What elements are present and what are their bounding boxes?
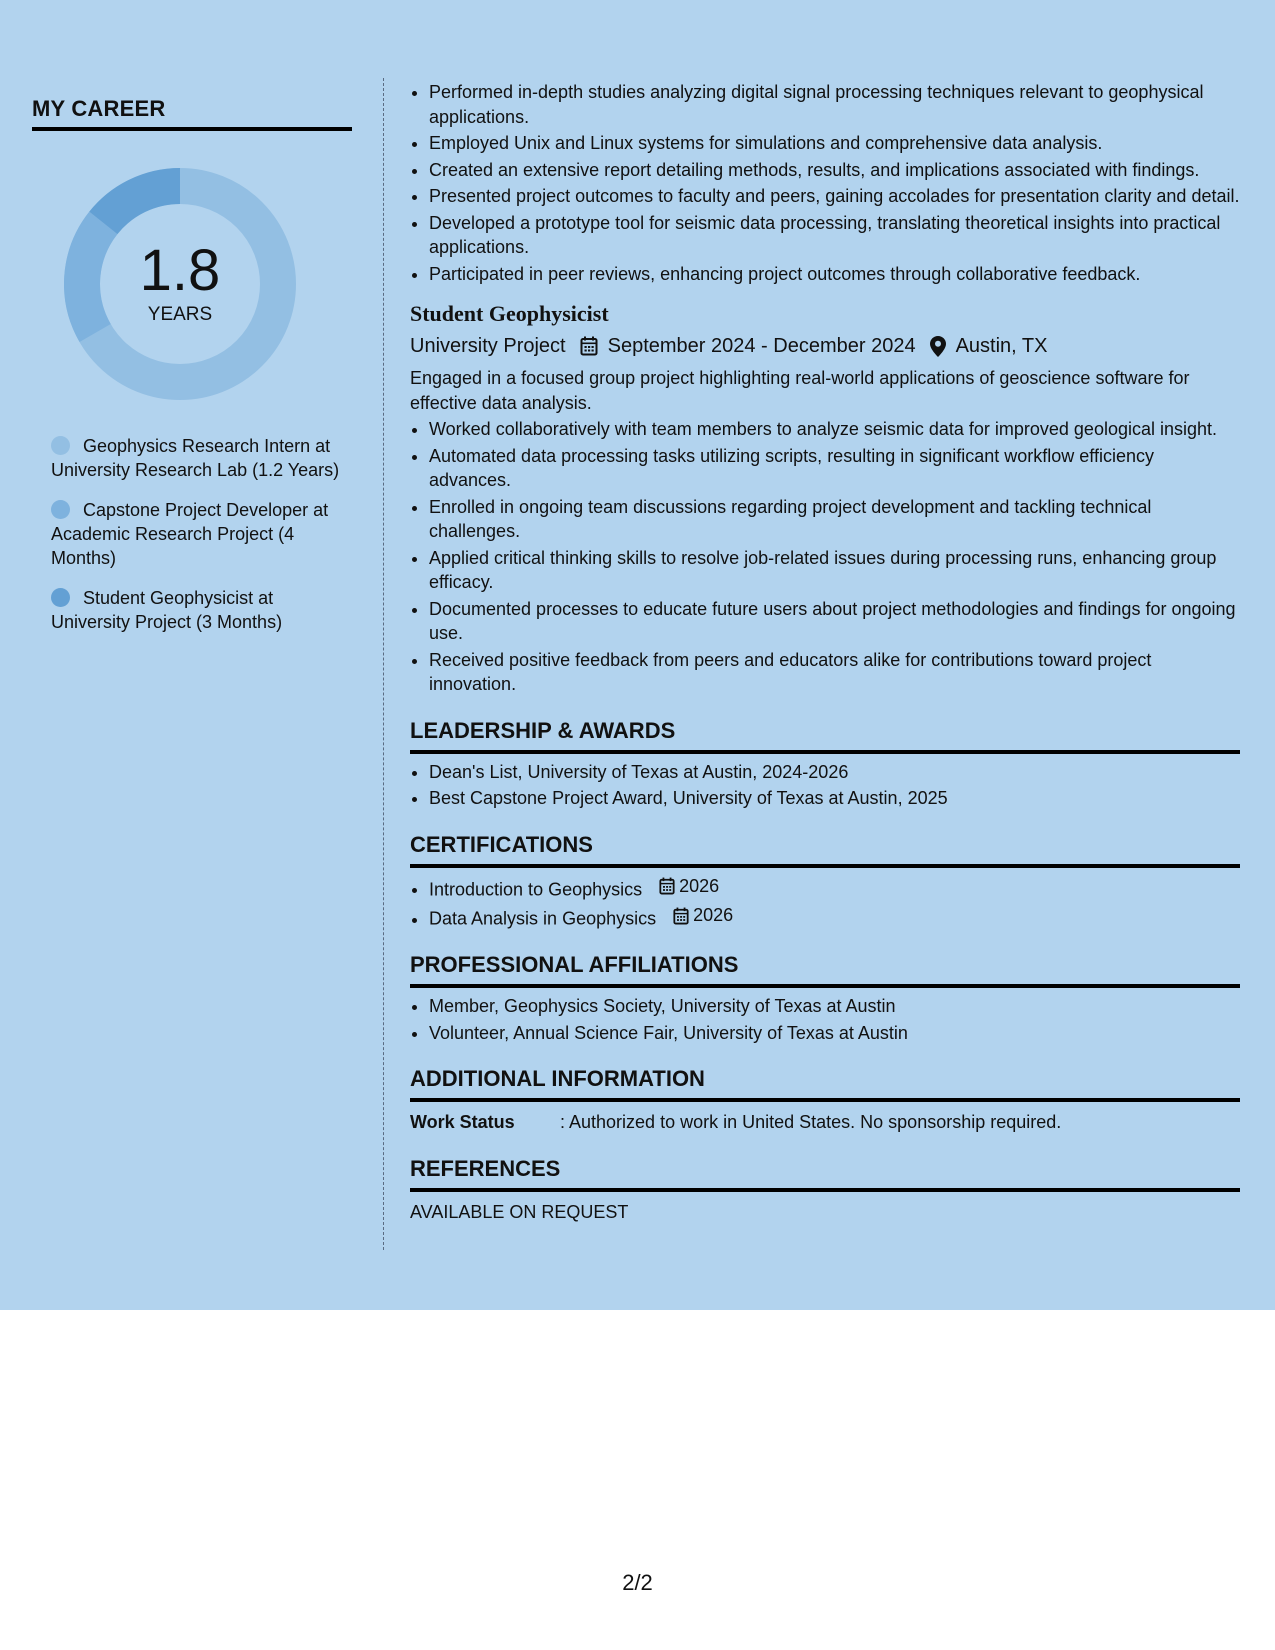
job-location: Austin, TX [955,335,1048,357]
legend-dot-icon [51,500,70,519]
certification-item [429,874,1240,902]
job-org: University Project [410,335,566,357]
leadership-section [410,715,1240,811]
certifications-section [410,829,1240,932]
legend-dot-icon [51,588,70,607]
affiliation-item: • Member, Geophysics Society, University of Texas at Austin [429,994,1240,1019]
leadership-item: • Best Capstone Project Award, University of Texas at Austin, 2025 [429,786,1240,811]
references-text: AVAILABLE ON REQUEST [410,1201,629,1222]
additional-info-section [410,1063,1240,1135]
job-bullet: • Created an extensive report detailing methods, results, and implications associated with findings. [429,158,1240,183]
job-bullet: • Documented processes to educate future users about project methodologies and findings for ongoing use. [429,597,1240,646]
career-donut-chart [64,168,296,400]
calendar-icon [580,336,598,356]
job-dates: September 2024 - December 2024 [607,335,916,357]
career-legend [51,434,341,634]
job-bullet: • Developed a prototype tool for seismic data processing, translating theoretical insights into practical applications. [429,211,1240,260]
affiliations-section [410,949,1240,1045]
calendar-icon [673,907,689,925]
section-heading: CERTIFICATIONS [410,829,1240,868]
references-section [410,1153,1240,1225]
sidebar [32,96,352,650]
page-number: 2/2 [622,1570,653,1595]
work-status-label: Work Status [410,1112,515,1132]
career-legend-text: Student Geophysicist at University Project (3 Months) [51,588,283,632]
certification-date [673,903,733,928]
affiliations-list [410,994,1240,1045]
certification-year: 2026 [679,875,720,896]
affiliation-item: • Volunteer, Annual Science Fair, University of Texas at Austin [429,1021,1240,1046]
career-legend-item [51,434,341,482]
certifications-list [410,874,1240,932]
donut-center [64,168,296,400]
job-bullet: • Automated data processing tasks utilizing scripts, resulting in significant workflow efficiency advances. [429,444,1240,493]
career-legend-item [51,586,341,634]
job-bullet: • Presented project outcomes to faculty and peers, gaining accolades for presentation clarity and detail. [429,184,1240,209]
certification-year: 2026 [693,905,734,926]
job-title: Student Geophysicist [410,301,609,326]
job-bullet: • Enrolled in ongoing team discussions regarding project development and tackling technical challenges. [429,495,1240,544]
section-heading: PROFESSIONAL AFFILIATIONS [410,949,1240,988]
years-value: 1.8 [139,238,221,303]
job-bullet: • Received positive feedback from peers and educators alike for contributions toward project innovation. [429,648,1240,697]
job-bullet: • Employed Unix and Linux systems for simulations and comprehensive data analysis. [429,131,1240,156]
legend-dot-icon [51,436,70,455]
job-bullet: • Participated in peer reviews, enhancing project outcomes through collaborative feedback. [429,262,1240,287]
leadership-list [410,760,1240,811]
job-bullets [410,417,1240,697]
previous-job-bullets [410,80,1240,286]
certification-item [429,903,1240,931]
job-meta [410,332,1240,360]
certification-name: Introduction to Geophysics [429,878,643,899]
career-heading: MY CAREER [32,96,352,131]
section-heading: ADDITIONAL INFORMATION [410,1063,1240,1102]
work-status-row [410,1110,1240,1135]
career-legend-item [51,498,341,570]
main-content [410,80,1240,1224]
section-heading: LEADERSHIP & AWARDS [410,715,1240,754]
work-status-value: : Authorized to work in United States. No sponsorship required. [560,1112,1062,1132]
career-legend-text: Capstone Project Developer at Academic Research Project (4 Months) [51,500,329,568]
career-legend-text: Geophysics Research Intern at University Research Lab (1.2 Years) [51,436,340,480]
certification-date [659,874,719,899]
years-unit: YEARS [147,304,213,325]
column-divider [383,78,384,1250]
job-bullet: • Applied critical thinking skills to resolve job-related issues during processing runs, enhancing group efficacy. [429,546,1240,595]
certification-name: Data Analysis in Geophysics [429,908,657,929]
calendar-icon [659,877,675,895]
job-bullet: • Worked collaboratively with team members to analyze seismic data for improved geological insight. [429,417,1240,442]
job-description: Engaged in a focused group project highlighting real-world applications of geoscience software for effective data analysis. [410,368,1190,413]
map-pin-icon [930,336,946,357]
leadership-item: • Dean's List, University of Texas at Austin, 2024-2026 [429,760,1240,785]
section-heading: REFERENCES [410,1153,1240,1192]
job-bullet: • Performed in-depth studies analyzing digital signal processing techniques relevant to geophysical applications. [429,80,1240,129]
